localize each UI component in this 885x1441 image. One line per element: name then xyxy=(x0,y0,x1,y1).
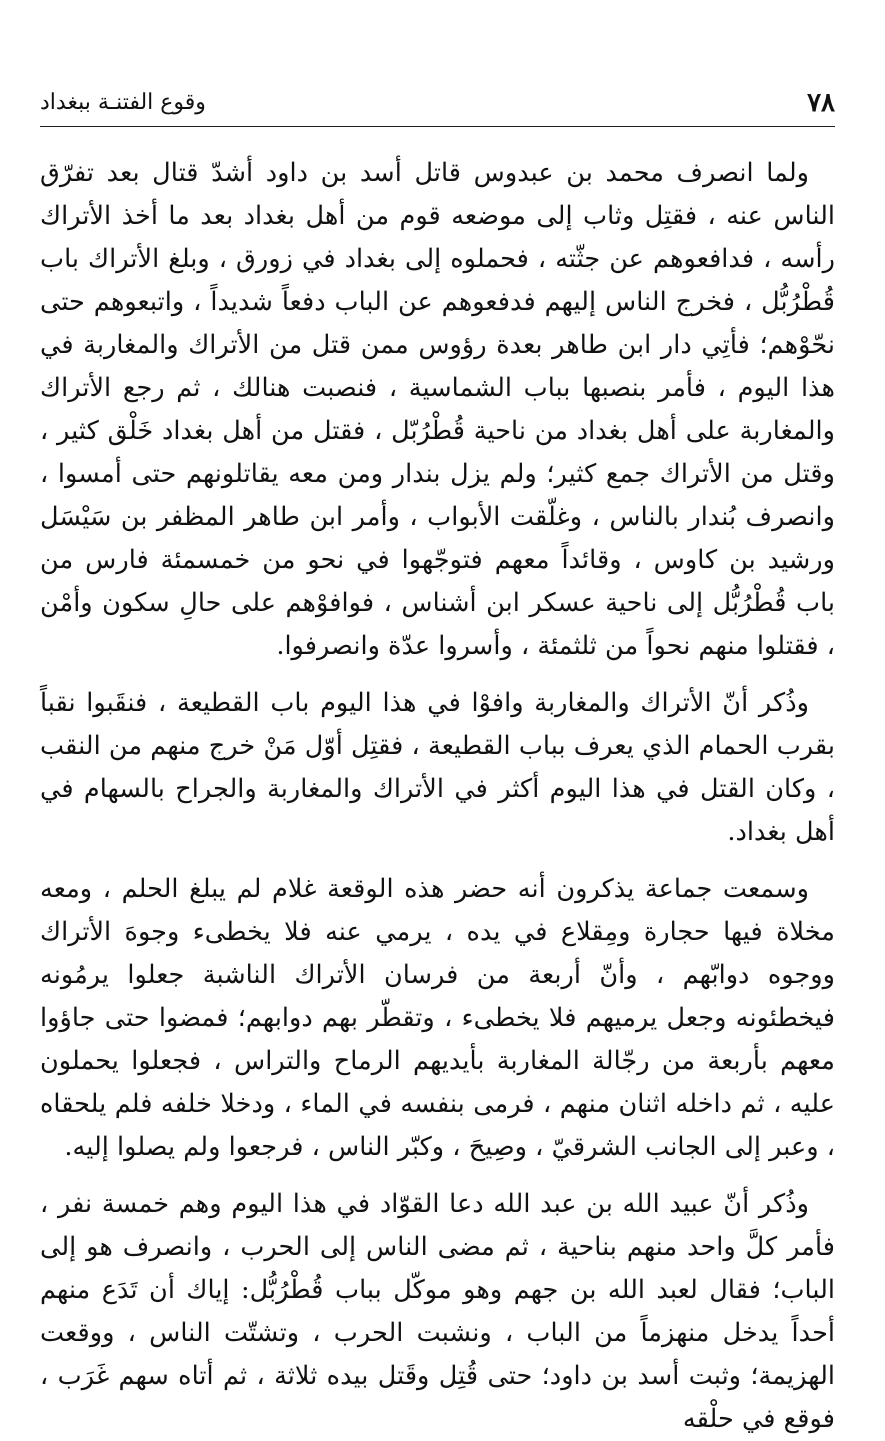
paragraph: وذُكر أنّ الأتراك والمغاربة وافوْا في هذا اليوم باب القطيعة ، فنقَبوا نقباً بقرب الحمام الذي يعرف بباب القطيعة ، فقتِل أوّل مَنْ خرج منهم من النقب ، وكان القتل في هذا اليوم أكثر في الأتراك والمغاربة والجراح بالسهام في أهل بغداد. xyxy=(40,688,835,847)
page-header xyxy=(40,86,835,126)
paragraph: وذُكر أنّ عبيد الله بن عبد الله دعا القوّاد في هذا اليوم وهم خمسة نفر ، فأمر كلَّ واحد منهم بناحية ، ثم مضى الناس إلى الحرب ، وانصرف هو إلى الباب؛ فقال لعبد الله بن جهم وهو موكّل بباب قُطْرُبُّل: إياك أن تَدَع منهم أحداً يدخل منهزماً من الباب ، ونشبت الحرب ، وتشتّت الناس ، ووقعت الهزيمة؛ وثبت أسد بن داود؛ حتى قُتِل وقَتل بيده ثلاثة ، ثم أتاه سهم غَرَب ، فوقع في حلْقه xyxy=(40,1189,835,1434)
body-text xyxy=(40,152,835,1441)
page-number: ٧٨ xyxy=(807,88,835,118)
running-head: وقوع الفتنـة ببغداد xyxy=(40,90,206,115)
paragraph: ولما انصرف محمد بن عبدوس قاتل أسد بن داود أشدّ قتال بعد تفرّق الناس عنه ، فقتِل وثاب إلى موضعه قوم من أهل بغداد بعد ما أخذ الأتراك رأسه ، فدافعوهم عن جثّته ، فحملوه إلى بغداد في زورق ، وبلغ الأتراك باب قُطْرُبُّل ، فخرج الناس إليهم فدفعوهم عن الباب دفعاً شديداً ، واتبعوهم حتى نحّوْهم؛ فأتِي دار ابن طاهر بعدة رؤوس ممن قتل من الأتراك والمغاربة في هذا اليوم ، فأمر بنصبها بباب الشماسية ، فنصبت هنالك ، ثم رجع الأتراك والمغاربة على أهل بغداد من ناحية قُطْرُبّل ، فقتل من أهل بغداد خَلْق كثير ، وقتل من الأتراك جمع كثير؛ ولم يزل بندار ومن معه يقاتلونهم حتى أمسوا ، وانصرف بُندار بالناس ، وغلّقت الأبواب ، وأمر ابن طاهر المظفر بن سَيْسَل ورشيد بن كاوس ، وقائداً معهم فتوجّهوا في نحو من خمسمئة فارس من باب قُطْرُبُّل إلى ناحية عسكر ابن أشناس ، فوافوْهم على حالِ سكون وأمْن ، فقتلوا منهم نحواً من ثلثمئة ، وأسروا عدّة وانصرفوا. xyxy=(40,158,835,661)
header-rule xyxy=(40,126,835,127)
paragraph: وسمعت جماعة يذكرون أنه حضر هذه الوقعة غلام لم يبلغ الحلم ، ومعه مخلاة فيها حجارة ومِقلاع في يده ، يرمي عنه فلا يخطىء وجوهَ الأتراك ووجوه دوابّهم ، وأنّ أربعة من فرسان الأتراك الناشبة جعلوا يرمُونه فيخطئونه وجعل يرميهم فلا يخطىء ، وتقطّر بهم دوابهم؛ فمضوا حتى جاؤوا معهم بأربعة من رجّالة المغاربة بأيديهم الرماح والتراس ، فجعلوا يحملون عليه ، ثم داخله اثنان منهم ، فرمى بنفسه في الماء ، ودخلا خلفه فلم يلحقاه ، وعبر إلى الجانب الشرقيّ ، وصِيحَ ، وكبّر الناس ، فرجعوا ولم يصلوا إليه. xyxy=(40,874,835,1162)
